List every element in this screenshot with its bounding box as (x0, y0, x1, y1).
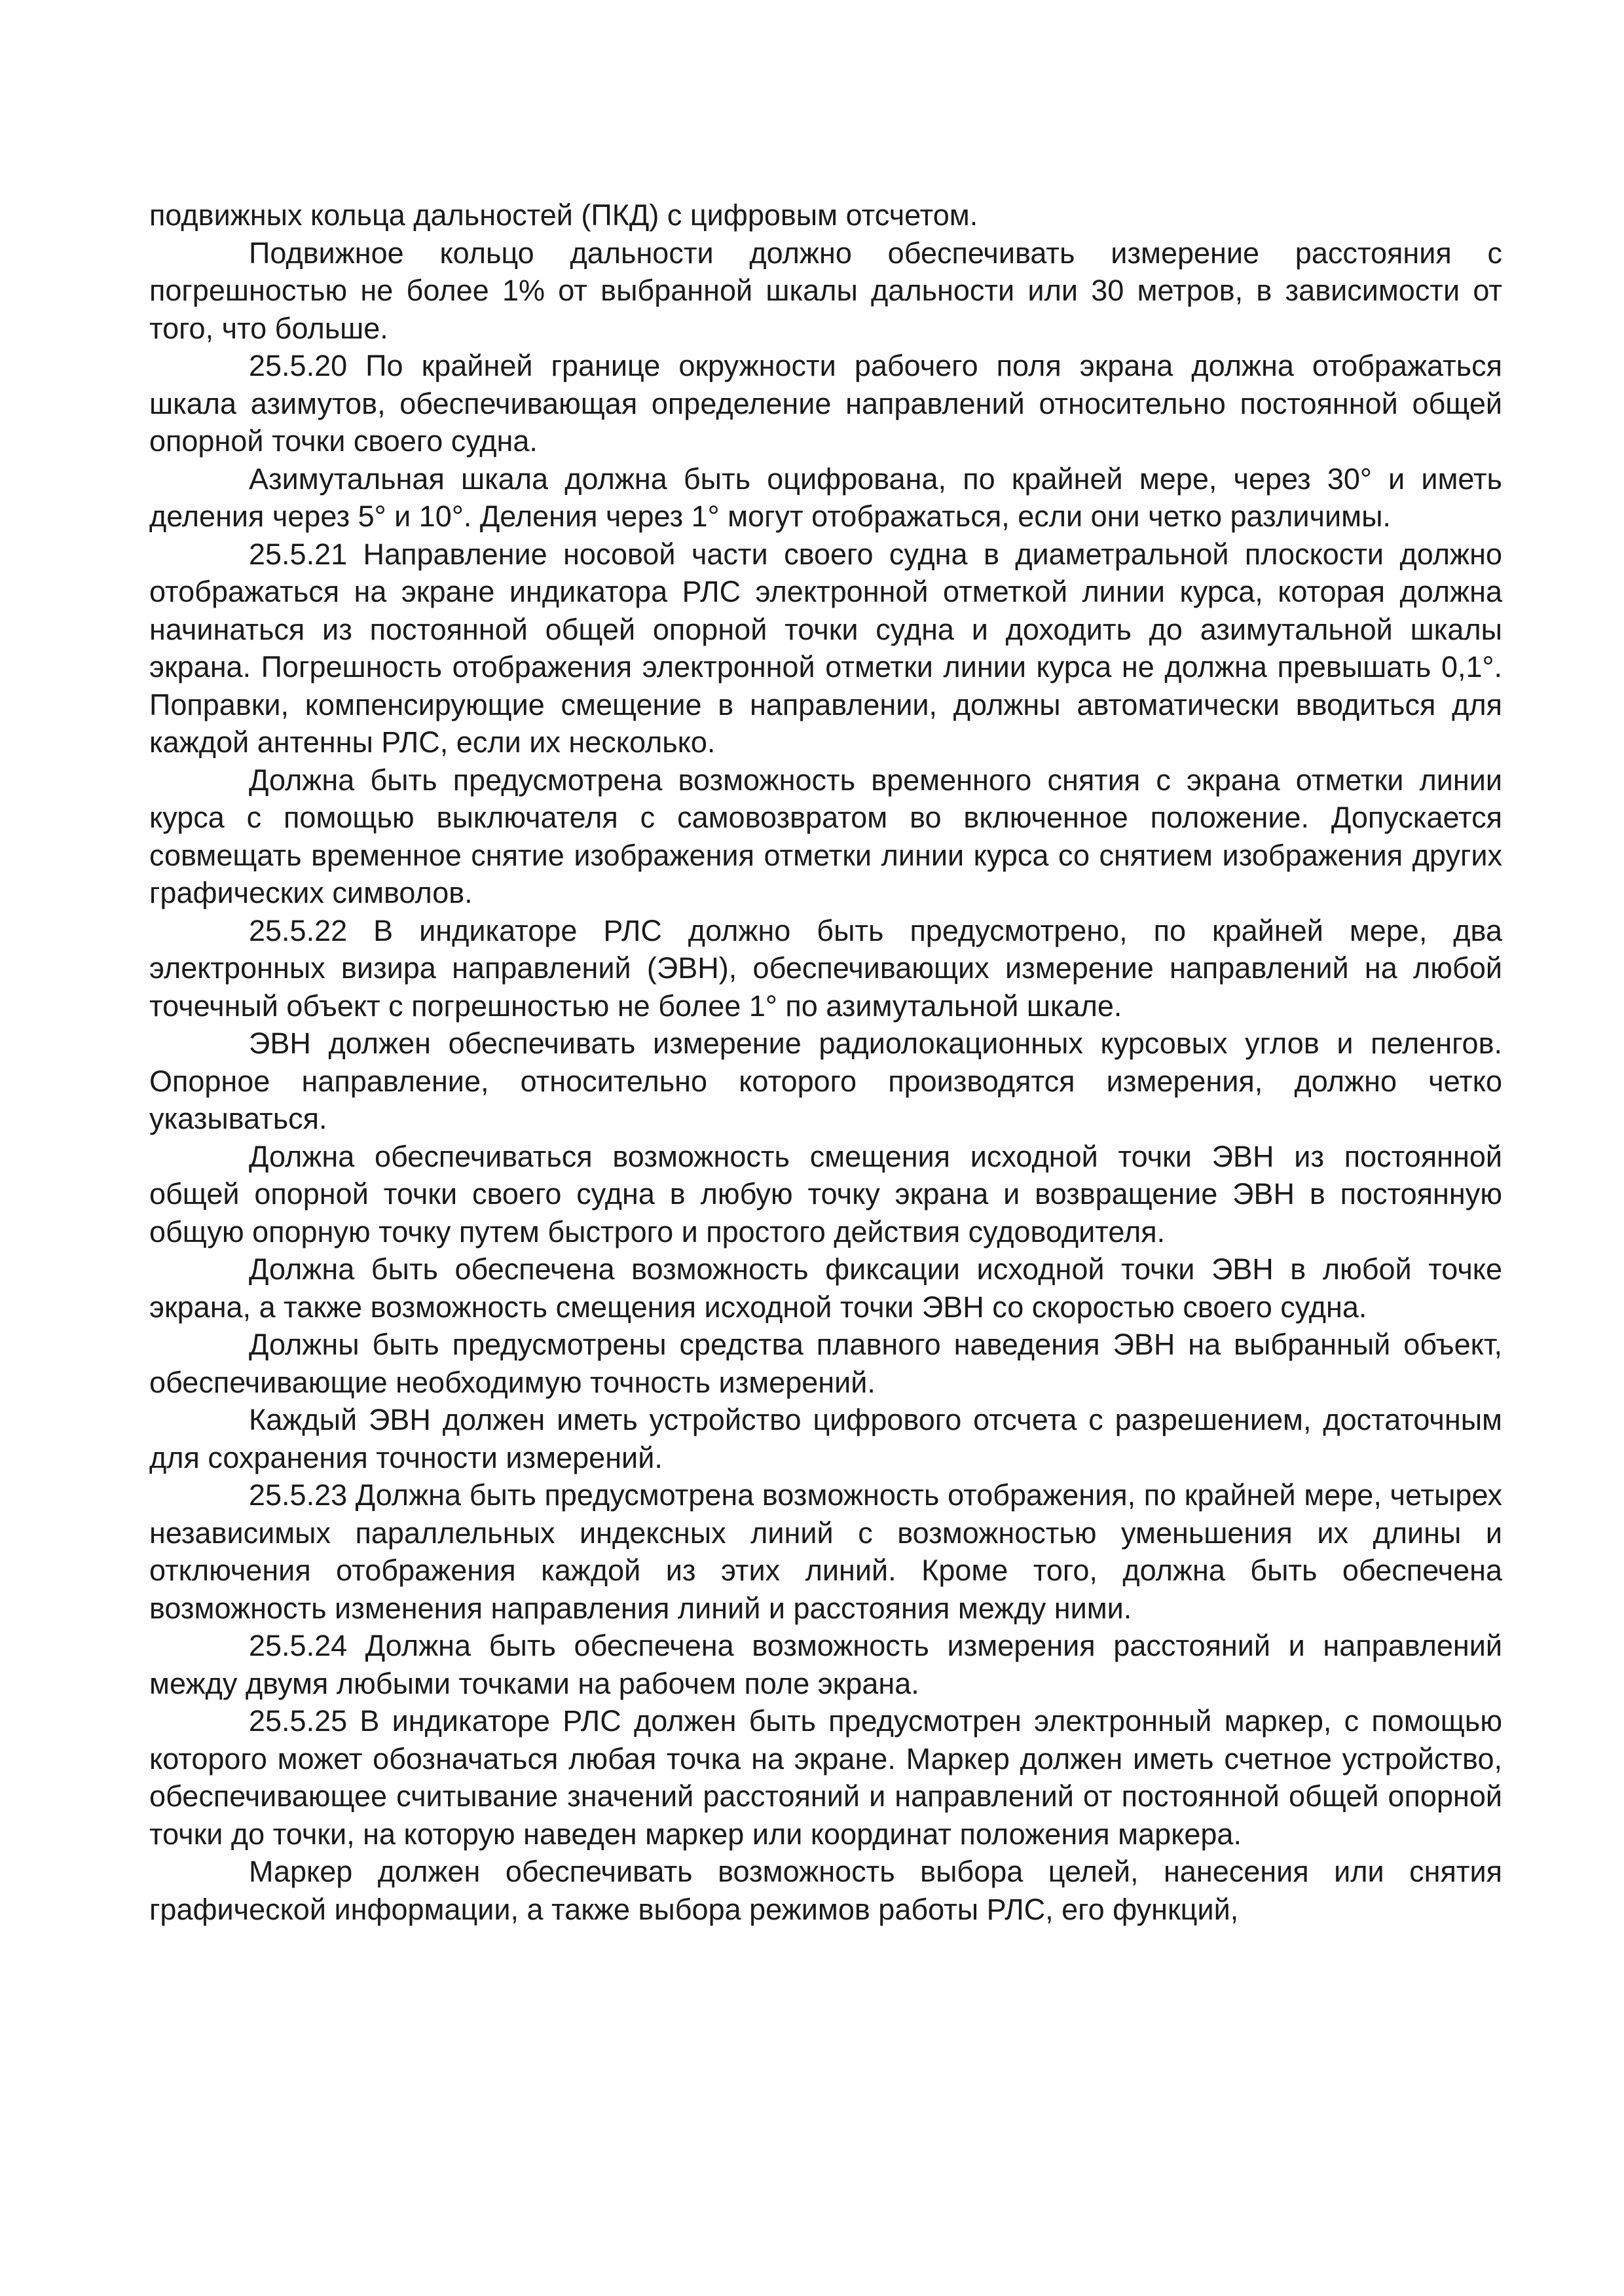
paragraph-25-5-22: 25.5.22 В индикаторе РЛС должно быть предусмотрено, по крайней мере, два электронных визира направлений (ЭВН), обеспечивающих измерение направлений на любой точечный объект с погрешностью не более 1° по азимутальной шкале. (149, 913, 1502, 1023)
paragraph: Должна обеспечиваться возможность смещения исходной точки ЭВН из постоянной общей опорной точки своего судна в любую точку экрана и возвращение ЭВН в постоянную общую опорную точку путем быстрого и простого действия судоводителя. (149, 1139, 1502, 1248)
paragraph: Должны быть предусмотрены средства плавного наведения ЭВН на выбранный объект, обеспечивающие необходимую точность измерений. (149, 1328, 1502, 1399)
paragraph-25-5-20: 25.5.20 По крайней границе окружности рабочего поля экрана должна отображаться шкала азимутов, обеспечивающая определение направлений относительно постоянной общей опорной точки своего судна. (149, 349, 1502, 458)
paragraph: Азимутальная шкала должна быть оцифрована, по крайней мере, через 30° и иметь деления через 5° и 10°. Деления через 1° могут отображаться, если они четко различимы. (149, 462, 1502, 533)
paragraph: Каждый ЭВН должен иметь устройство цифрового отсчета с разрешением, достаточным для сохранения точности измерений. (149, 1403, 1502, 1474)
paragraph-continuation: подвижных кольца дальностей (ПКД) с цифровым отсчетом. (149, 198, 978, 232)
paragraph: Должна быть обеспечена возможность фиксации исходной точки ЭВН в любой точке экрана, а также возможность смещения исходной точки ЭВН со скоростью своего судна. (149, 1252, 1502, 1324)
paragraph: Должна быть предусмотрена возможность временного снятия с экрана отметки линии курса с помощью выключателя с самовозвратом во включенное положение. Допускается совмещать временное снятие изображения отметки линии курса со снятием изображения других графических символов. (149, 763, 1502, 909)
paragraph-25-5-24: 25.5.24 Должна быть обеспечена возможность измерения расстояний и направлений между двумя любыми точками на рабочем поле экрана. (149, 1629, 1502, 1700)
paragraph-25-5-21: 25.5.21 Направление носовой части своего судна в диаметральной плоскости должно отображаться на экране индикатора РЛС электронной отметкой линии курса, которая должна начинаться из постоянной общей опорной точки судна и доходить до азимутальной шкалы экрана. Погрешность отображения электронной отметки линии курса не должна превышать 0,1°. Поправки, компенсирующие смещение в направлении, должны автоматически вводиться для каждой антенны РЛС, если их несколько. (149, 537, 1502, 759)
paragraph: ЭВН должен обеспечивать измерение радиолокационных курсовых углов и пеленгов. Опорное направление, относительно которого производятся измерения, должно четко указываться. (149, 1027, 1502, 1135)
paragraph-25-5-25: 25.5.25 В индикаторе РЛС должен быть предусмотрен электронный маркер, с помощью которого может обозначаться любая точка на экране. Маркер должен иметь счетное устройство, обеспечивающее считывание значений расстояний и направлений от постоянной общей опорной точки до точки, на которую наведен маркер или координат положения маркера. (149, 1704, 1502, 1851)
document-body (149, 196, 1502, 1928)
paragraph: Маркер должен обеспечивать возможность выбора целей, нанесения или снятия графической информации, а также выбора режимов работы РЛС, его функций, (149, 1855, 1502, 1926)
paragraph: Подвижное кольцо дальности должно обеспечивать измерение расстояния с погрешностью не более 1% от выбранной шкалы дальности или 30 метров, в зависимости от того, что больше. (149, 236, 1502, 345)
paragraph-25-5-23: 25.5.23 Должна быть предусмотрена возможность отображения, по крайней мере, четырех независимых параллельных индексных линий с возможностью уменьшения их длины и отключения отображения каждой из этих линий. Кроме того, должна быть обеспечена возможность изменения направления линий и расстояния между ними. (149, 1478, 1502, 1625)
